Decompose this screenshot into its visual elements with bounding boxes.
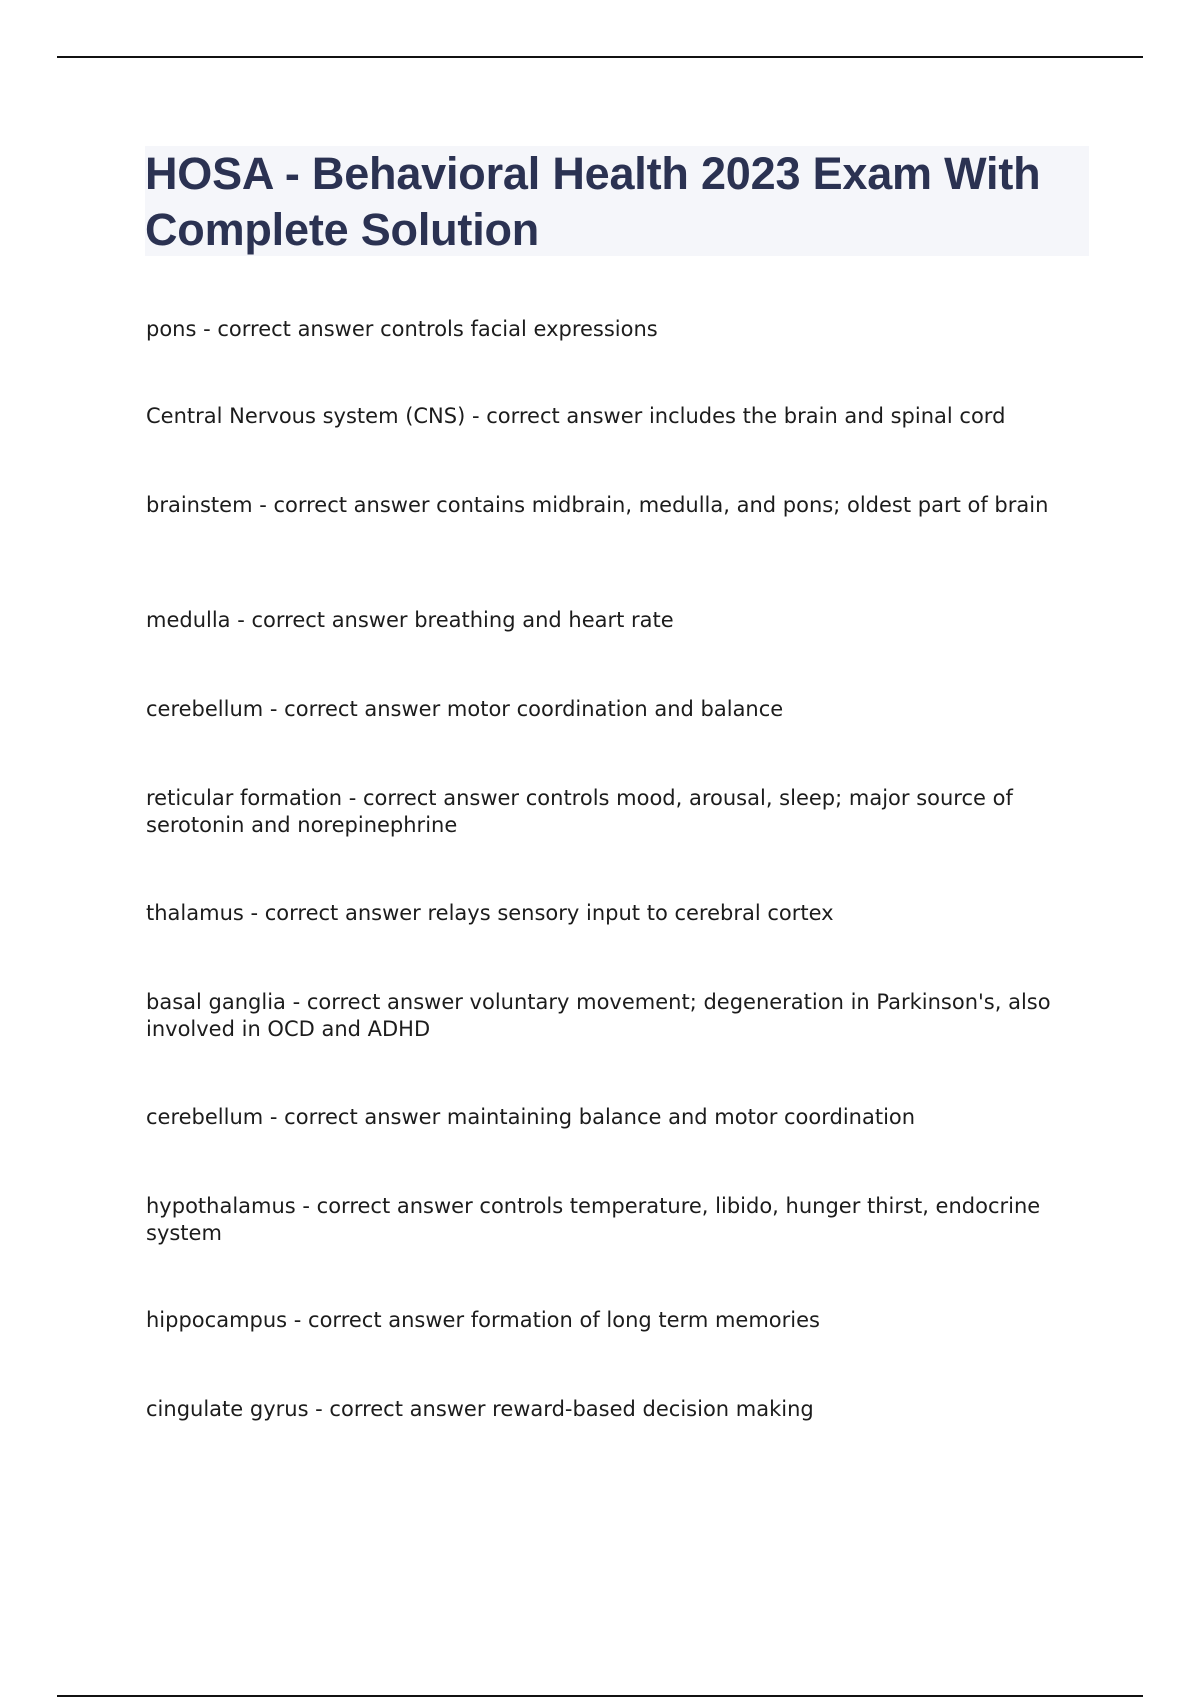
qa-entry-12: cingulate gyrus - correct answer reward-based decision making xyxy=(146,1397,814,1421)
qa-entry-6: reticular formation - correct answer controls mood, arousal, sleep; major source of serotonin and norepinephrine xyxy=(146,786,1013,837)
title-block xyxy=(145,146,1089,256)
qa-entry-1: pons - correct answer controls facial expressions xyxy=(146,317,658,341)
qa-entry-3: brainstem - correct answer contains midbrain, medulla, and pons; oldest part of brain xyxy=(146,493,1049,517)
qa-entry-7: thalamus - correct answer relays sensory input to cerebral cortex xyxy=(146,901,834,925)
qa-entry-10: hypothalamus - correct answer controls temperature, libido, hunger thirst, endocrine system xyxy=(146,1194,1041,1245)
qa-entry-9: cerebellum - correct answer maintaining balance and motor coordination xyxy=(146,1105,916,1129)
qa-entry-11: hippocampus - correct answer formation of long term memories xyxy=(146,1308,820,1332)
qa-entry-4: medulla - correct answer breathing and heart rate xyxy=(146,608,674,632)
qa-entry-8: basal ganglia - correct answer voluntary movement; degeneration in Parkinson's, also involved in OCD and ADHD xyxy=(146,990,1051,1041)
top-divider xyxy=(57,56,1143,58)
document-title: HOSA - Behavioral Health 2023 Exam With Complete Solution xyxy=(145,148,1041,255)
bottom-divider xyxy=(57,1695,1143,1697)
qa-entry-5: cerebellum - correct answer motor coordination and balance xyxy=(146,697,784,721)
qa-entry-2: Central Nervous system (CNS) - correct answer includes the brain and spinal cord xyxy=(146,404,1006,428)
